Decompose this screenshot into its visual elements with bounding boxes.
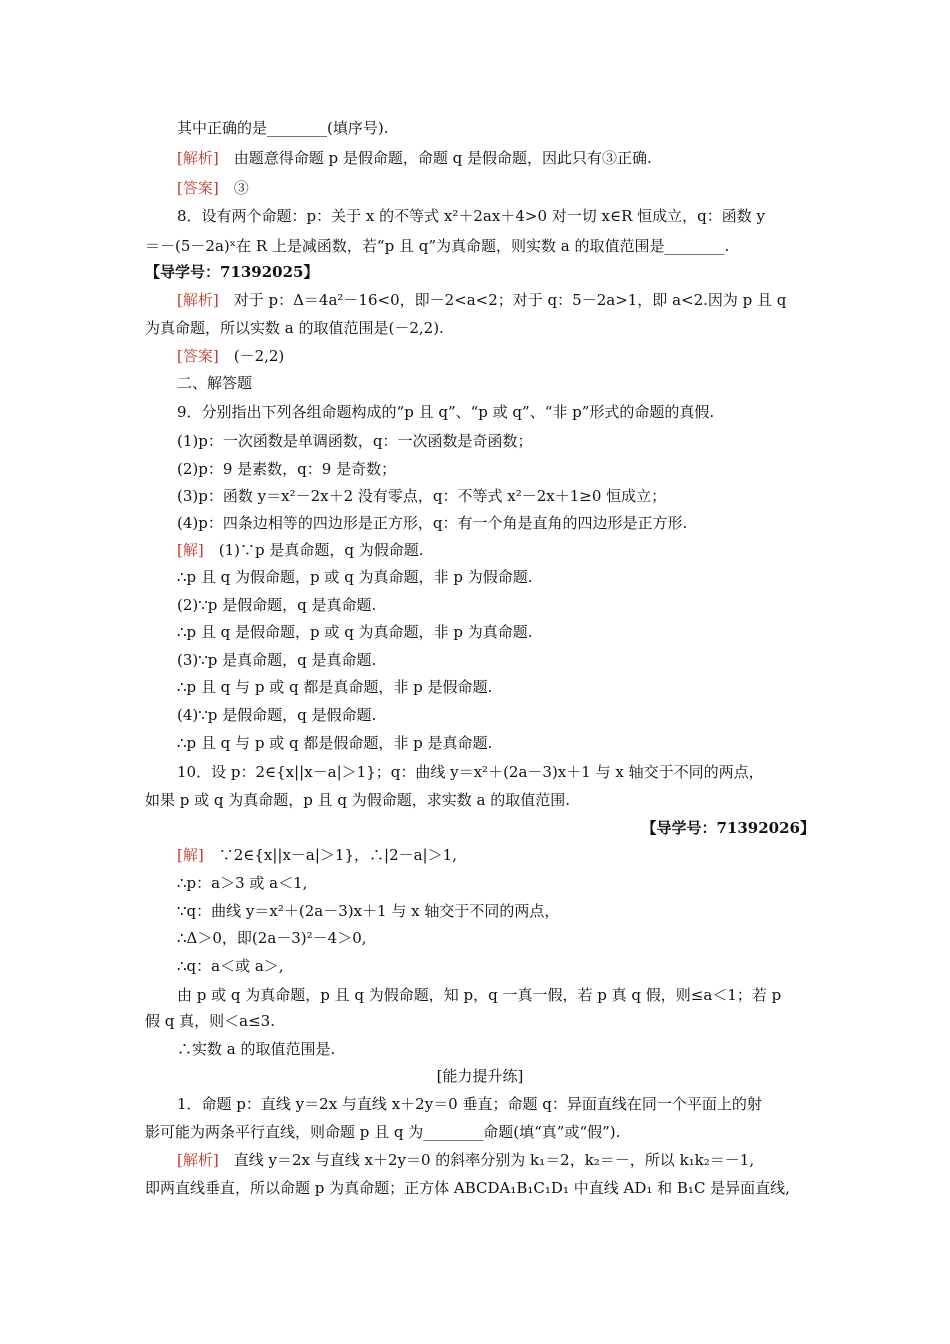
text-line: ＝－(5－2a)ˣ在 R 上是减函数，若“p 且 q”为真命题，则实数 a 的取值范围是________. xyxy=(145,237,730,255)
solution-tag: [解] xyxy=(177,541,204,559)
text-line: ∴p 且 q 与 p 或 q 都是假命题，非 p 是真命题. xyxy=(177,734,493,752)
text-line: (2)∵p 是假命题，q 是真命题. xyxy=(177,596,377,614)
guide-number: 【导学号：71392026】 xyxy=(641,819,815,837)
analysis-line: [解析] 对于 p：Δ＝4a²－16<0，即－2<a<2；对于 q：5－2a>1，即 a<2.因为 p 且 q xyxy=(177,291,787,309)
question-10-line: 10．设 p：2∈{x||x－a|＞1}；q：曲线 y＝x²＋(2a－3)x＋1 与 x 轴交于不同的两点， xyxy=(177,763,764,781)
text-line: 影可能为两条平行直线，则命题 p 且 q 为________命题(填“真”或“假”). xyxy=(145,1123,621,1141)
text-line: (2)p：9 是素数，q：9 是奇数； xyxy=(177,460,397,478)
question-9-line: 9．分别指出下列各组命题构成的“p 且 q”、“p 或 q”、“非 p”形式的命题的真假. xyxy=(177,403,715,421)
text-line: 假 q 真，则＜a≤3. xyxy=(145,1012,275,1030)
text-line: (4)p：四条边相等的四边形是正方形，q：有一个角是直角的四边形是正方形. xyxy=(177,514,688,532)
question-1-line: 1．命题 p：直线 y＝2x 与直线 x＋2y＝0 垂直；命题 q：异面直线在同一个平面上的射 xyxy=(177,1095,762,1113)
analysis-tag: [解析] xyxy=(177,149,219,167)
text-line: (1)p：一次函数是单调函数，q：一次函数是奇函数； xyxy=(177,432,533,450)
text-line: ∴p 且 q 是假命题，p 或 q 为真命题，非 p 为真命题. xyxy=(177,623,533,641)
text-line: 如果 p 或 q 为真命题，p 且 q 为假命题，求实数 a 的取值范围. xyxy=(145,791,571,809)
answer-tag: [答案] xyxy=(177,347,219,365)
section-heading: 二、解答题 xyxy=(177,374,253,392)
text-line: ∴p 且 q 为假命题，p 或 q 为真命题，非 p 为假命题. xyxy=(177,568,533,586)
text-line: (3)p：函数 y＝x²－2x＋2 没有零点，q：不等式 x²－2x＋1≥0 恒成立； xyxy=(177,487,667,505)
analysis-line: [解析] 直线 y＝2x 与直线 x＋2y＝0 的斜率分别为 k₁＝2，k₂＝－，所以 k₁k₂＝－1, xyxy=(177,1151,755,1169)
text-line: ∴p 且 q 与 p 或 q 都是真命题，非 p 是假命题. xyxy=(177,678,493,696)
text-line: (3)∵p 是真命题，q 是真命题. xyxy=(177,651,377,669)
text-line: 为真命题，所以实数 a 的取值范围是(－2,2). xyxy=(145,319,444,337)
section-heading: [能力提升练] xyxy=(436,1067,524,1085)
text-line: (4)∵p 是假命题，q 是假命题. xyxy=(177,706,377,724)
guide-number: 【导学号：71392025】 xyxy=(145,263,319,281)
answer-line: [答案] ③ xyxy=(177,179,249,197)
question-8-line: 8．设有两个命题：p：关于 x 的不等式 x²＋2ax＋4>0 对一切 x∈R 恒成立，q：函数 y xyxy=(177,207,765,225)
text-line: ∴p：a＞3 或 a＜1, xyxy=(177,874,308,892)
answer-tag: [答案] xyxy=(177,179,219,197)
text-line: ∵q：曲线 y＝x²＋(2a－3)x＋1 与 x 轴交于不同的两点， xyxy=(177,902,560,920)
text-line: 即两直线垂直，所以命题 p 为真命题；正方体 ABCDA₁B₁C₁D₁ 中直线 AD₁ 和 B₁C 是异面直线, xyxy=(145,1179,790,1197)
text-line: ∴实数 a 的取值范围是. xyxy=(177,1040,336,1058)
answer-line: [答案] (－2,2) xyxy=(177,347,285,365)
solution-tag: [解] xyxy=(177,846,204,864)
analysis-tag: [解析] xyxy=(177,291,219,309)
solution-line: [解] ∵2∈{x||x－a|＞1}，∴|2－a|＞1, xyxy=(177,846,457,864)
text-line: 其中正确的是________(填序号). xyxy=(177,119,389,137)
text-line: ∴Δ＞0，即(2a－3)²－4＞0, xyxy=(177,929,367,947)
text-line: 由 p 或 q 为真命题，p 且 q 为假命题，知 p，q 一真一假，若 p 真 q 假，则≤a＜1；若 p xyxy=(177,986,782,1004)
solution-line: [解] (1)∵p 是真命题，q 为假命题. xyxy=(177,541,424,559)
analysis-tag: [解析] xyxy=(177,1151,219,1169)
text-line: ∴q：a＜或 a＞, xyxy=(177,957,284,975)
analysis-line: [解析] 由题意得命题 p 是假命题，命题 q 是假命题，因此只有③正确. xyxy=(177,149,652,167)
